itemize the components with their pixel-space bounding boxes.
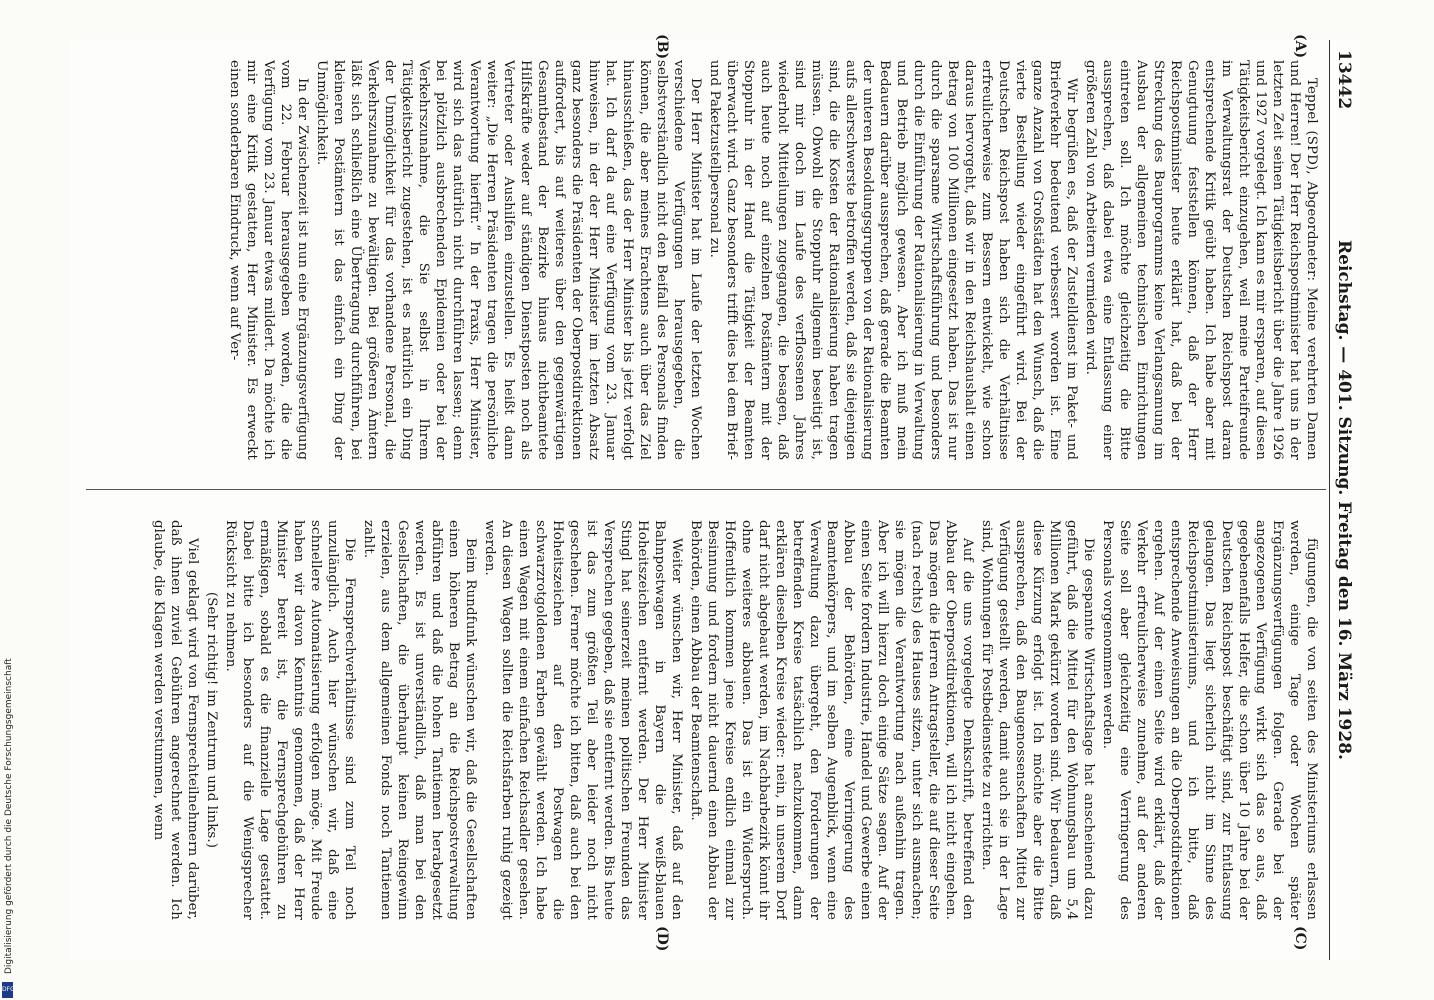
margin-marker-b: (B) xyxy=(654,34,670,60)
margin-marker-a: (A) xyxy=(1292,34,1308,59)
rotated-page-content xyxy=(70,34,1360,960)
paragraph: Beim Rundfunk wünschen wir, daß die Gesellschaften einen höheren Betrag an die Reichspostverwaltung abführen und daß die hohen Tantiemen herabgesetzt werden. Es ist unverständlich, daß man bei den Gesellschaften, die überhaupt keinen Reingewinn erzielen, aus dem allgemeinen Fonds noch Tantiemen zahlt. xyxy=(361,520,478,920)
margin-marker-d: (D) xyxy=(654,926,670,952)
column-left xyxy=(90,60,1320,460)
column-divider xyxy=(86,489,1326,490)
scanned-page xyxy=(70,34,1360,960)
dfg-logo: DFG xyxy=(2,982,13,998)
paragraph: Weiter wünschen wir, Herr Minister, daß auf den Bahnpostwagen in Bayern die weiß-blauen Hoheitszeichen entfernt werden. Der Herr Minister Stingl hat seinerzeit meinen politischen Freunden das Versprechen gegeben, daß sie entfernt werden. Bis heute ist das zum größten Teil aber leider noch nicht geschehen. Ferner möchte ich bitten, daß auch bei den Hoheitszeichen auf den Postwagen die schwarzrotgoldenen Farben gewählt werden. Ich habe einen Wagen mit einem einfachen Reichsadler gesehen. An diesen Wagen sollten die Reichsfarben ruhig gezeigt werden. xyxy=(482,520,684,920)
paragraph: Der Herr Minister hat im Laufe der letzten Wochen verschiedene Verfügungen herausgegeben, die selbstverständlich nicht den Beifall des Personals finden können, die aber meines Erachtens auch über das Ziel hinausschießen, das der Herr Minister bis jetzt verfolgt hat. Ich darf da auf eine Verfügung vom 23. Januar hinweisen, in der der Herr Minister im letzten Absatz ganz besonders die Präsidenten der Oberpostdirektionen auffordert, bis auf weiteres über den gegenwärtigen Gesamtbestand der Bezirke hinaus nichtbeamtete Hilfskräfte weder auf ständigen Dienstposten noch als Vertreter oder Aushilfen einzustellen. Es heißt dann weiter: „Die Herren Präsidenten tragen die persönliche Verantwortung hierfür.“ In der Praxis, Herr Minister, wird sich das natürlich nicht durchführen lassen; denn bei plötzlich ausbrechenden Epidemien oder bei der Verkehrszunahme, die Sie selbst in Ihrem Tätigkeitsbericht zugestehen, ist es natürlich ein Ding der Unmöglichkeit für das vorhandene Personal, die Verkehrszunahme zu bewältigen. Bei größeren Ämtern läßt sich schließlich eine Übertragung durchführen, bei kleineren Postämtern ist das einfach ein Ding der Unmöglichkeit. xyxy=(314,60,703,460)
paragraph: Viel geklagt wird von Fernsprechteilnehmern darüber, daß ihnen zuviel Gebühren angerechnet werden. Ich glaube, die Klagen werden verstummen, wenn xyxy=(151,520,200,920)
paragraph: Die Fernsprechverhältnisse sind zum Teil noch unzulänglich. Auch hier wünschen wir, daß eine schnellere Automatisierung erfolgen möge. Mit Freude haben wir davon Kenntnis genommen, daß der Herr Minister bereit ist, die Fernsprechgebühren zu ermäßigen, sobald es die finanzielle Lage gestattet. Dabei bitte ich besonders auf die Wenigsprecher Rücksicht zu nehmen. xyxy=(223,520,357,920)
paragraph: Auf die uns vorgelegte Denkschrift, betreffend den Abbau der Oberpostdirektionen, will ich nicht eingehen. Das mögen die Herren Antragsteller, die auf dieser Seite (nach rechts) des Hauses sitzen, unter sich ausmachen; sie mögen die Verantwortung nach außenhin tragen. Aber ich will hierzu doch einige Sätze sagen. Auf der einen Seite fordern Industrie, Handel und Gewerbe einen Abbau der Behörden, eine Verringerung des Beamtenkörpers, und im selben Augenblick, wenn eine Verwaltung dazu übergeht, den Forderungen der betreffenden Kreise tatsächlich nachzukommen, dann erklären dieselben Kreise wieder: nein, in unserem Dorf darf nicht abgebaut werden, im Nachbarbezirk könnt ihr ohne weiteres abbauen. Das ist ein Widerspruch. Hoffentlich kommen jene Kreise endlich einmal zur Besinnung und fordern nicht dauernd einen Abbau der Behörden, einen Abbau der Beamtenschaft. xyxy=(688,520,975,920)
page-title: Reichstag. — 401. Sitzung. Freitag den 16. März 1928. xyxy=(1334,240,1354,760)
page-header xyxy=(1326,40,1360,960)
margin-marker-c: (C) xyxy=(1292,926,1308,951)
paragraph: fügungen, die von seiten des Ministeriums erlassen werden, einige Tage oder Wochen später Ergänzungsverfügungen folgen. Gerade bei der angezogenen Verfügung wirkt sich das so aus, daß gegebenenfalls Helfer, die schon über 10 Jahre bei der Deutschen Reichspost beschäftigt sind, zur Entlassung gelangen. Das liegt sicherlich nicht im Sinne des Reichspostministeriums, und ich bitte, daß entsprechende Anweisungen an die Oberpostdirektionen ergehen. Auf der einen Seite wird erklärt, daß der Verkehr erfreulicherweise zunehme, auf der anderen Seite soll aber gleichzeitig eine Verringerung des Personals vorgenommen werden. xyxy=(1100,520,1319,920)
page-number: 13442 xyxy=(1334,50,1354,110)
paragraph: Wir begrüßen es, daß der Zustelldienst im Paket- und Briefverkehr bedeutend verbessert worden ist. Eine ganze Anzahl von Großstädten hat den Wunsch, daß die vierte Bestellung wieder eingeführt wird. Bei der Deutschen Reichspost haben sich die Verhältnisse erfreulicherweise zum Bessern entwickelt, wie schon daraus hervorgeht, daß wir in den Reichshaushalt einen Betrag von 100 Millionen eingesetzt haben. Das ist nur durch die sparsame Wirtschaftsführung und besonders durch die Einführung der Rationalisierung in Verwaltung und Betrieb möglich gewesen. Aber ich muß mein Bedauern darüber aussprechen, daß gerade die Beamten der unteren Besoldungsgruppen von der Rationalisierung aufs allerschwerste betroffen werden, daß sie diejenigen sind, die die Kosten der Rationalisierung haben tragen müssen. Obwohl die Stoppuhr allgemein beseitigt ist, sind mir doch im Laufe des verflossenen Jahres wiederholt Mitteilungen zugegangen, die besagen, daß auch heute noch auf einzelnen Postämtern mit der Stoppuhr in der Hand die Tätigkeit der Beamten überwacht wird. Ganz besonders trifft dies bei dem Brief- und Paketzustellpersonal zu. xyxy=(707,60,1079,460)
interjection: (Sehr richtig! im Zentrum und links.) xyxy=(204,591,219,849)
paragraph: In der Zwischenzeit ist nun eine Ergänzungsverfügung vom 22. Februar herausgegeben worden, die die Verfügung vom 23. Januar etwas mildert. Da möchte ich mir eine Kritik gestatten, Herr Minister. Es erweckt einen sonderbaren Eindruck, wenn auf Ver- xyxy=(227,60,310,460)
digitization-note: Digitalisierung gefördert durch die Deutsche Forschungsgemeinschaft xyxy=(4,658,14,974)
column-right xyxy=(90,520,1320,920)
paragraph: Die gespannte Wirtschaftslage hat anscheinend dazu geführt, daß die Mittel für den Wohnungsbau um 5,4 Millionen Mark gekürzt worden sind. Wir bedauern, daß diese Kürzung erfolgt ist. Ich möchte aber die Bitte aussprechen, daß den Baugenossenschaften Mittel zur Verfügung gestellt werden, damit auch sie in der Lage sind, Wohnungen für Postbedienstete zu errichten. xyxy=(979,520,1096,920)
paragraph: Teppel (SPD), Abgeordneter: Meine verehrten Damen und Herren! Der Herr Reichspostminister hat uns in der letzten Zeit seinen Tätigkeitsbericht über die Jahre 1926 und 1927 vorgelegt. Ich kann es mir ersparen, auf diesen Tätigkeitsbericht einzugehen, weil meine Parteifreunde im Verwaltungsrat der Deutschen Reichspost daran entsprechende Kritik geübt haben. Ich habe aber mit Genugtuung feststellen können, daß der Herr Reichspostminister heute erklärt hat, daß bei der Streckung des Bauprogramms keine Verlangsamung im Ausbau der allgemeinen technischen Einrichtungen eintreten soll. Ich möchte gleichzeitig die Bitte aussprechen, daß dabei etwa eine Entlassung einer größeren Zahl von Arbeitern vermieden wird. xyxy=(1083,60,1319,460)
header-rule xyxy=(1329,40,1330,960)
digitization-footer xyxy=(2,594,16,994)
